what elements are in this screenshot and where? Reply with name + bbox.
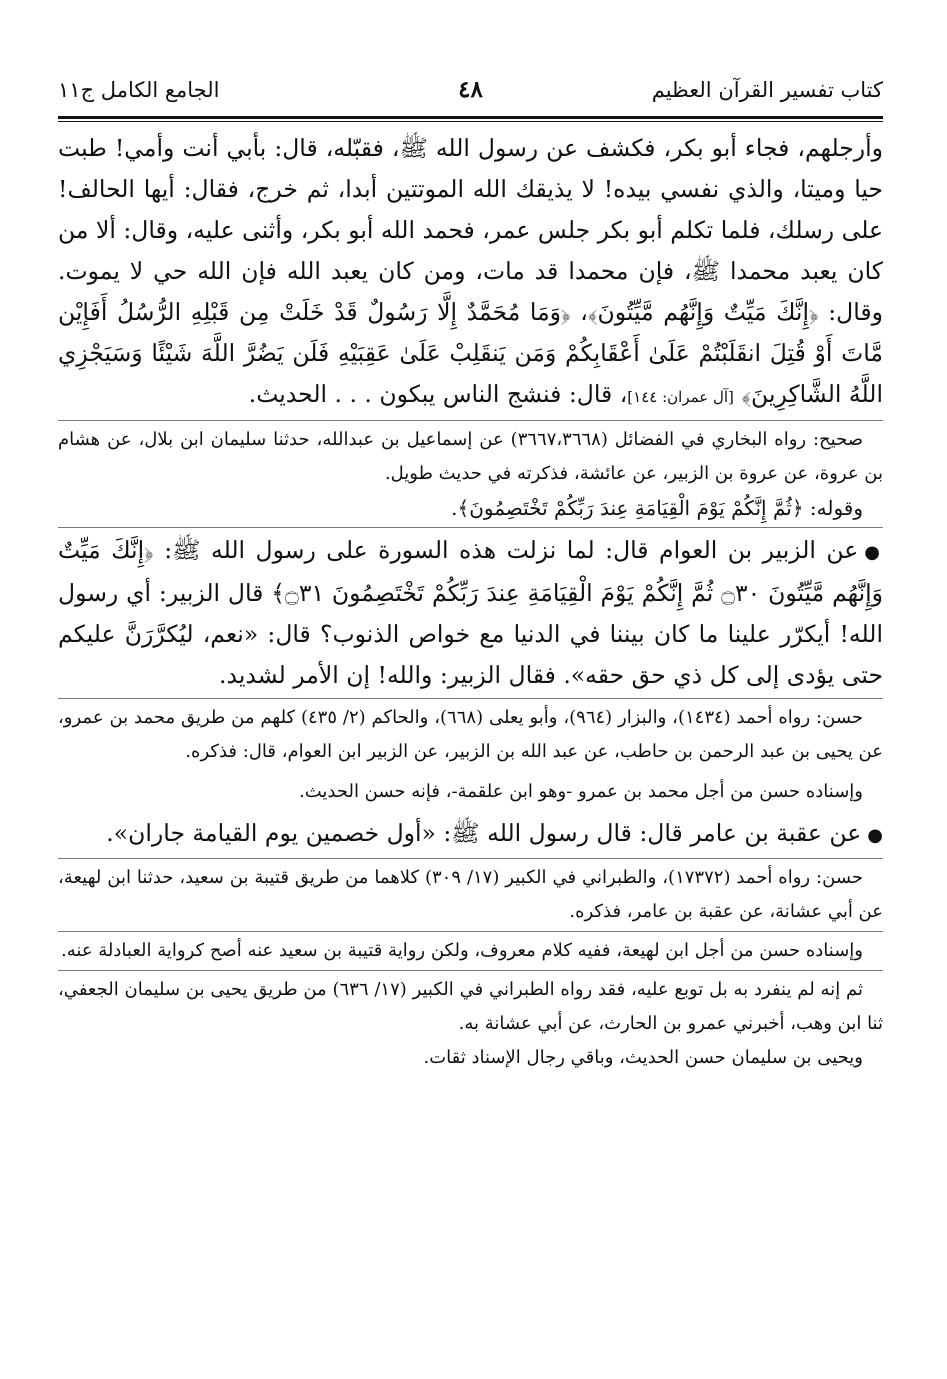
paragraph-text: وأرجلهم، فجاء أبو بكر، فكشف عن رسول الله ﷺ، فقبّله، قال: بأبي أنت وأمي! طبت حيا وميتا، والذي نفسي بيده! لا يذيقك الله الموتتين أبدا، ثم خرج، فقال: أيها الحالف! على رسلك، فلما تكلم أبو بكر جلس عمر، فحمد الله أبو بكر، وأثنى عليه، وقال: ألا من كان يعبد محمدا ﷺ، فإن محمدا قد مات، ومن كان يعبد الله فإن الله حي لا يموت. وقال: ﴿إِنَّكَ مَيِّتٌ وَإِنَّهُم مَّيِّتُونَ﴾، ﴿وَمَا مُحَمَّدٌ إِلَّا رَسُولٌ قَدْ خَلَتْ مِن قَبْلِهِ الرُّسُلُ أَفَإِيْن مَّاتَ أَوْ قُتِلَ انقَلَبْتُمْ عَلَىٰ أَعْقَابِكُمْ وَمَن يَنقَلِبْ عَلَىٰ عَقِبَيْهِ فَلَن يَضُرَّ اللَّهَ شَيْئًا وَسَيَجْزِي اللَّهُ الشَّاكِرِينَ﴾ xyxy=(58,134,883,408)
paragraph-text: عن عقبة بن عامر قال: قال رسول الله ﷺ: «أول خصمين يوم القيامة جاران». xyxy=(106,819,862,847)
volume-label: الجامع الكامل ج١١ xyxy=(58,78,220,102)
separator xyxy=(58,931,883,932)
header-rule xyxy=(58,116,883,119)
separator xyxy=(58,698,883,699)
separator xyxy=(58,420,883,421)
header-rule-thin xyxy=(58,121,883,122)
separator xyxy=(58,970,883,971)
separator xyxy=(58,527,883,528)
paragraph-text: عن الزبير بن العوام قال: لما نزلت هذه السورة على رسول الله ﷺ: ﴿إِنَّكَ مَيِّتٌ وَإِنَّهُم مَّيِّتُونَ ۝٣٠ ثُمَّ إِنَّكُمْ يَوْمَ الْقِيَامَةِ عِندَ رَبِّكُمْ تَخْتَصِمُونَ ۝٣١﴾ قال الزبير: أي رسول الله! أيكرّر علينا ما كان بيننا في الدنيا مع خواص الذنوب؟ قال: «نعم، ليُكرَّرَنَّ عليكم حتى يؤدى إلى كل ذي حق حقه». فقال الزبير: والله! إن الأمر لشديد. xyxy=(58,536,884,689)
separator xyxy=(58,858,883,859)
page-number: ٤٨ xyxy=(458,76,483,103)
page-header xyxy=(58,70,883,110)
book-title: كتاب تفسير القرآن العظيم xyxy=(651,78,883,102)
paragraph-hadith-aisha xyxy=(58,128,883,418)
bullet-icon: ● xyxy=(864,542,883,563)
takhrij-note: حسن: رواه أحمد (١٤٣٤)، والبزار (٩٦٤)، وأبو يعلى (٦٦٨)، والحاكم (٢/ ٤٣٥) كلهم من طريق محمد بن عمرو، عن يحيى بن عبد الرحمن بن حاطب، عن عبد الله بن الزبير، عن الزبير ابن العوام، قال: فذكره. xyxy=(58,707,883,762)
paragraph-hadith-zubair xyxy=(58,530,883,696)
page xyxy=(58,70,883,1075)
takhrij-note: حسن: رواه أحمد (١٧٣٧٢)، والطبراني في الكبير (١٧/ ٣٠٩) كلاهما من طريق قتيبة بن سعيد، حدثنا ابن لهيعة، عن أبي عشانة، عن عقبة بن عامر، فذكره. xyxy=(58,867,883,922)
takhrij-note: صحيح: رواه البخاري في الفضائل (٣٦٦٧،٣٦٦٨) عن إسماعيل بن عبدالله، حدثنا سليمان ابن بلال، عن هشام بن عروة، عن عروة بن الزبير، عن عائشة، فذكرته في حديث طويل. xyxy=(58,429,883,484)
isnad-note: وإسناده حسن من أجل ابن لهيعة، ففيه كلام معروف، ولكن رواية قتيبة بن سعيد عنه أصح كرواية العبادلة عنه. xyxy=(61,940,863,961)
rijal-note: ويحيى بن سليمان حسن الحديث، وباقي رجال الإسناد ثقات. xyxy=(423,1047,863,1068)
paragraph-ending: ، قال: فنشج الناس يبكون . . . الحديث. xyxy=(248,380,628,408)
bullet-icon: ● xyxy=(867,825,883,846)
paragraph-hadith-uqba xyxy=(58,813,883,856)
verse-introduction: وقوله: ﴿ثُمَّ إِنَّكُمْ يَوْمَ الْقِيَامَةِ عِندَ رَبِّكُمْ تَخْتَصِمُونَ﴾. xyxy=(451,496,863,520)
quran-reference: [آل عمران: ١٤٤] xyxy=(627,388,734,406)
isnad-note: وإسناده حسن من أجل محمد بن عمرو -وهو ابن علقمة-، فإنه حسن الحديث. xyxy=(298,781,863,802)
mutaba-note: ثم إنه لم ينفرد به بل توبع عليه، فقد رواه الطبراني في الكبير (١٧/ ٦٣٦) من طريق يحيى بن سليمان الجعفي، ثنا ابن وهب، أخبرني عمرو بن الحارث، عن أبي عشانة به. xyxy=(58,979,883,1034)
